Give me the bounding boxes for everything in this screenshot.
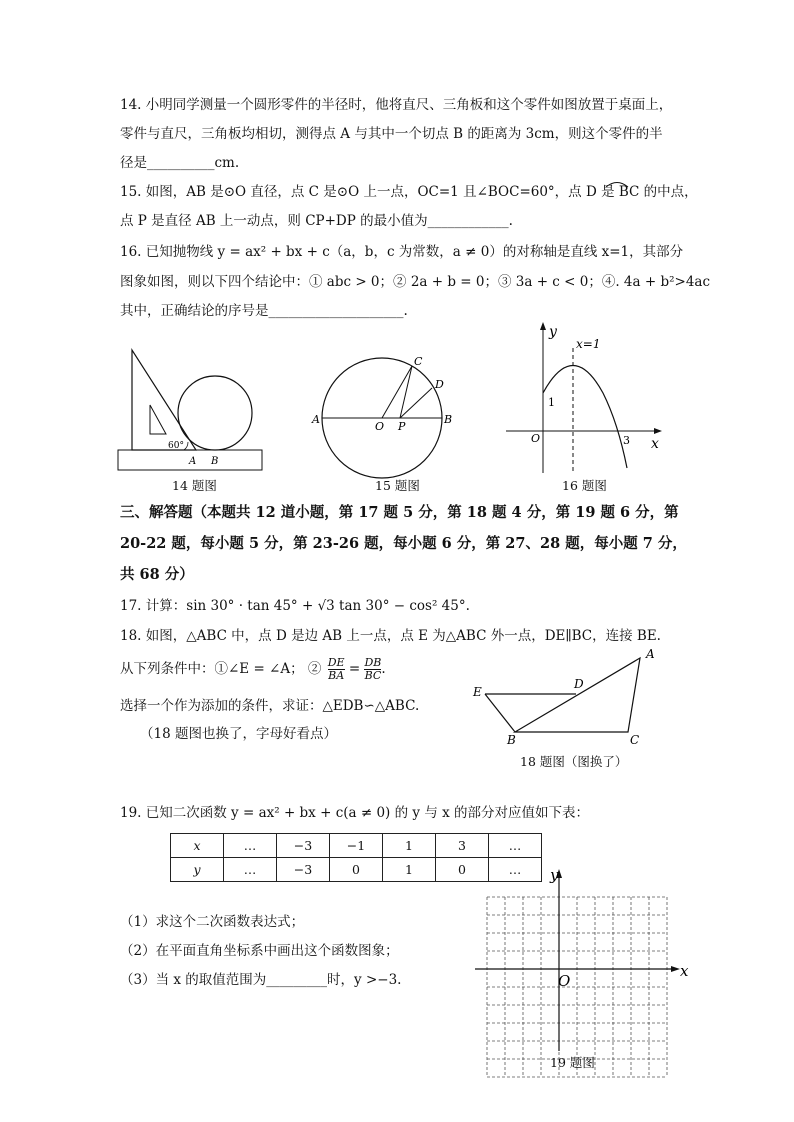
table-cell: y (171, 858, 224, 882)
fig18-label-b: B (507, 733, 516, 747)
fig14-label-b: B (211, 456, 219, 467)
fig14-label-a: A (189, 456, 197, 467)
fig16-one: 1 (548, 396, 555, 409)
fig15-label-d: D (435, 378, 444, 391)
q18-line3: 选择一个作为添加的条件，求证：△EDB∽△ABC. (120, 698, 420, 714)
q19-sub3: （3）当 x 的取值范围为_________时，y >−3. (120, 972, 402, 988)
q18-line1: 18. 如图，△ABC 中，点 D 是边 AB 上一点，点 E 为△ABC 外一点，DE∥BC，连接 BE. (120, 628, 661, 644)
table-cell: 0 (436, 858, 489, 882)
fig15-label-p: P (398, 420, 406, 433)
fig18-label-a: A (646, 647, 655, 661)
section3-line3: 共 68 分） (120, 566, 194, 583)
table-cell: −1 (330, 834, 383, 858)
figure-14 (110, 340, 270, 475)
section3-line1: 三、解答题（本题共 12 道小题，第 17 题 5 分，第 18 题 4 分，第 19 题 6 分，第 (120, 504, 679, 521)
fig18-label-e: E (473, 685, 482, 699)
q14-line1: 14. 小明同学测量一个圆形零件的半径时，他将直尺、三角板和这个零件如图放置于桌面上， (120, 97, 673, 113)
fig19-origin: O (558, 972, 571, 990)
fig18-label-d: D (574, 677, 584, 691)
fig15-label-a: A (312, 413, 320, 426)
fig16-three: 3 (623, 434, 630, 447)
fig19-y: y (550, 866, 559, 884)
table-cell: 0 (330, 858, 383, 882)
q18-frac1-den: BA (328, 669, 345, 682)
q18-frac2-den: BC (364, 669, 382, 682)
figure-16 (503, 318, 668, 478)
table-cell: −3 (277, 858, 330, 882)
q16-line3: 其中，正确结论的序号是____________________. (120, 303, 408, 319)
q19-sub1: （1）求这个二次函数表达式； (120, 914, 305, 930)
table-cell: … (224, 858, 277, 882)
figure-19 (470, 866, 700, 1052)
table-cell: 1 (383, 834, 436, 858)
section3-line2: 20-22 题，每小题 5 分，第 23-26 题，每小题 6 分，第 27、28 题，每小题 7 分， (120, 535, 687, 552)
fig16-x: x (651, 436, 659, 452)
fig15-caption: 15 题图 (375, 478, 420, 493)
q18-line4: （18 题图也换了，字母好看点） (140, 726, 337, 742)
table-cell: x (171, 834, 224, 858)
fig15-label-c: C (414, 355, 423, 368)
fig15-label-b: B (444, 413, 453, 426)
q16-line2: 图象如图，则以下四个结论中：① abc > 0；② 2a + b = 0；③ 3a + c < 0；④. 4a + b²>4ac (120, 274, 711, 290)
q18-eq: = (348, 661, 361, 677)
q18-condition-text: 从下列条件中：①∠E = ∠A； ② (120, 661, 322, 677)
fig16-axis-label: x=1 (576, 337, 601, 351)
table-cell: … (224, 834, 277, 858)
fig16-y: y (549, 324, 557, 340)
q14-line2: 零件与直尺，三角板均相切，测得点 A 与其中一个切点 B 的距离为 3cm，则这个零件的半 (120, 126, 663, 142)
q18-line2: 从下列条件中：①∠E = ∠A； ② $\frac{DE}{BA}$ = $\frac{DB}{BC}$ . (120, 656, 386, 682)
table-cell: … (489, 858, 542, 882)
table-cell: … (489, 834, 542, 858)
fig16-caption: 16 题图 (562, 478, 607, 493)
q19-line1: 19. 已知二次函数 y = ax² + bx + c(a ≠ 0) 的 y 与 x 的部分对应值如下表： (120, 805, 590, 821)
arc-bc-mark (604, 178, 630, 188)
figure-18 (470, 644, 660, 749)
figure-15 (312, 350, 462, 480)
grid-lines (487, 897, 667, 1077)
q16-line1: 16. 已知抛物线 y = ax² + bx + c（a，b，c 为常数，a ≠ 0）的对称轴是直线 x=1，其部分 (120, 244, 684, 260)
q15-line1: 15. 如图，AB 是⊙O 直径，点 C 是⊙O 上一点，OC=1 且∠BOC=60°，点 D 是 BC 的中点， (120, 184, 698, 200)
q14-line3: 径是__________cm. (120, 155, 240, 171)
q15-line2: 点 P 是直径 AB 上一动点，则 CP+DP 的最小值为____________. (120, 213, 513, 229)
q18-frac1 (328, 657, 345, 682)
table-cell: 3 (436, 834, 489, 858)
table-cell: −3 (277, 834, 330, 858)
fig19-caption: 19 题图 (550, 1055, 595, 1070)
fig16-origin: O (531, 432, 541, 445)
fig18-label-c: C (630, 733, 640, 747)
fig15-label-o: O (375, 420, 385, 433)
fig14-caption: 14 题图 (172, 478, 217, 493)
fig18-caption: 18 题图（图换了） (520, 754, 628, 769)
table-row (171, 834, 542, 858)
fig19-x: x (680, 962, 689, 980)
fig14-angle: 60° (168, 441, 184, 451)
q19-sub2: （2）在平面直角坐标系中画出这个函数图象； (120, 943, 399, 959)
q18-frac2-num: DB (364, 656, 382, 669)
q17-line1: 17. 计算：sin 30° · tan 45° + √3 tan 30° − cos² 45°. (120, 598, 470, 614)
q18-frac1-num: DE (327, 656, 345, 669)
table-cell: 1 (383, 858, 436, 882)
q18-frac2 (364, 657, 381, 682)
